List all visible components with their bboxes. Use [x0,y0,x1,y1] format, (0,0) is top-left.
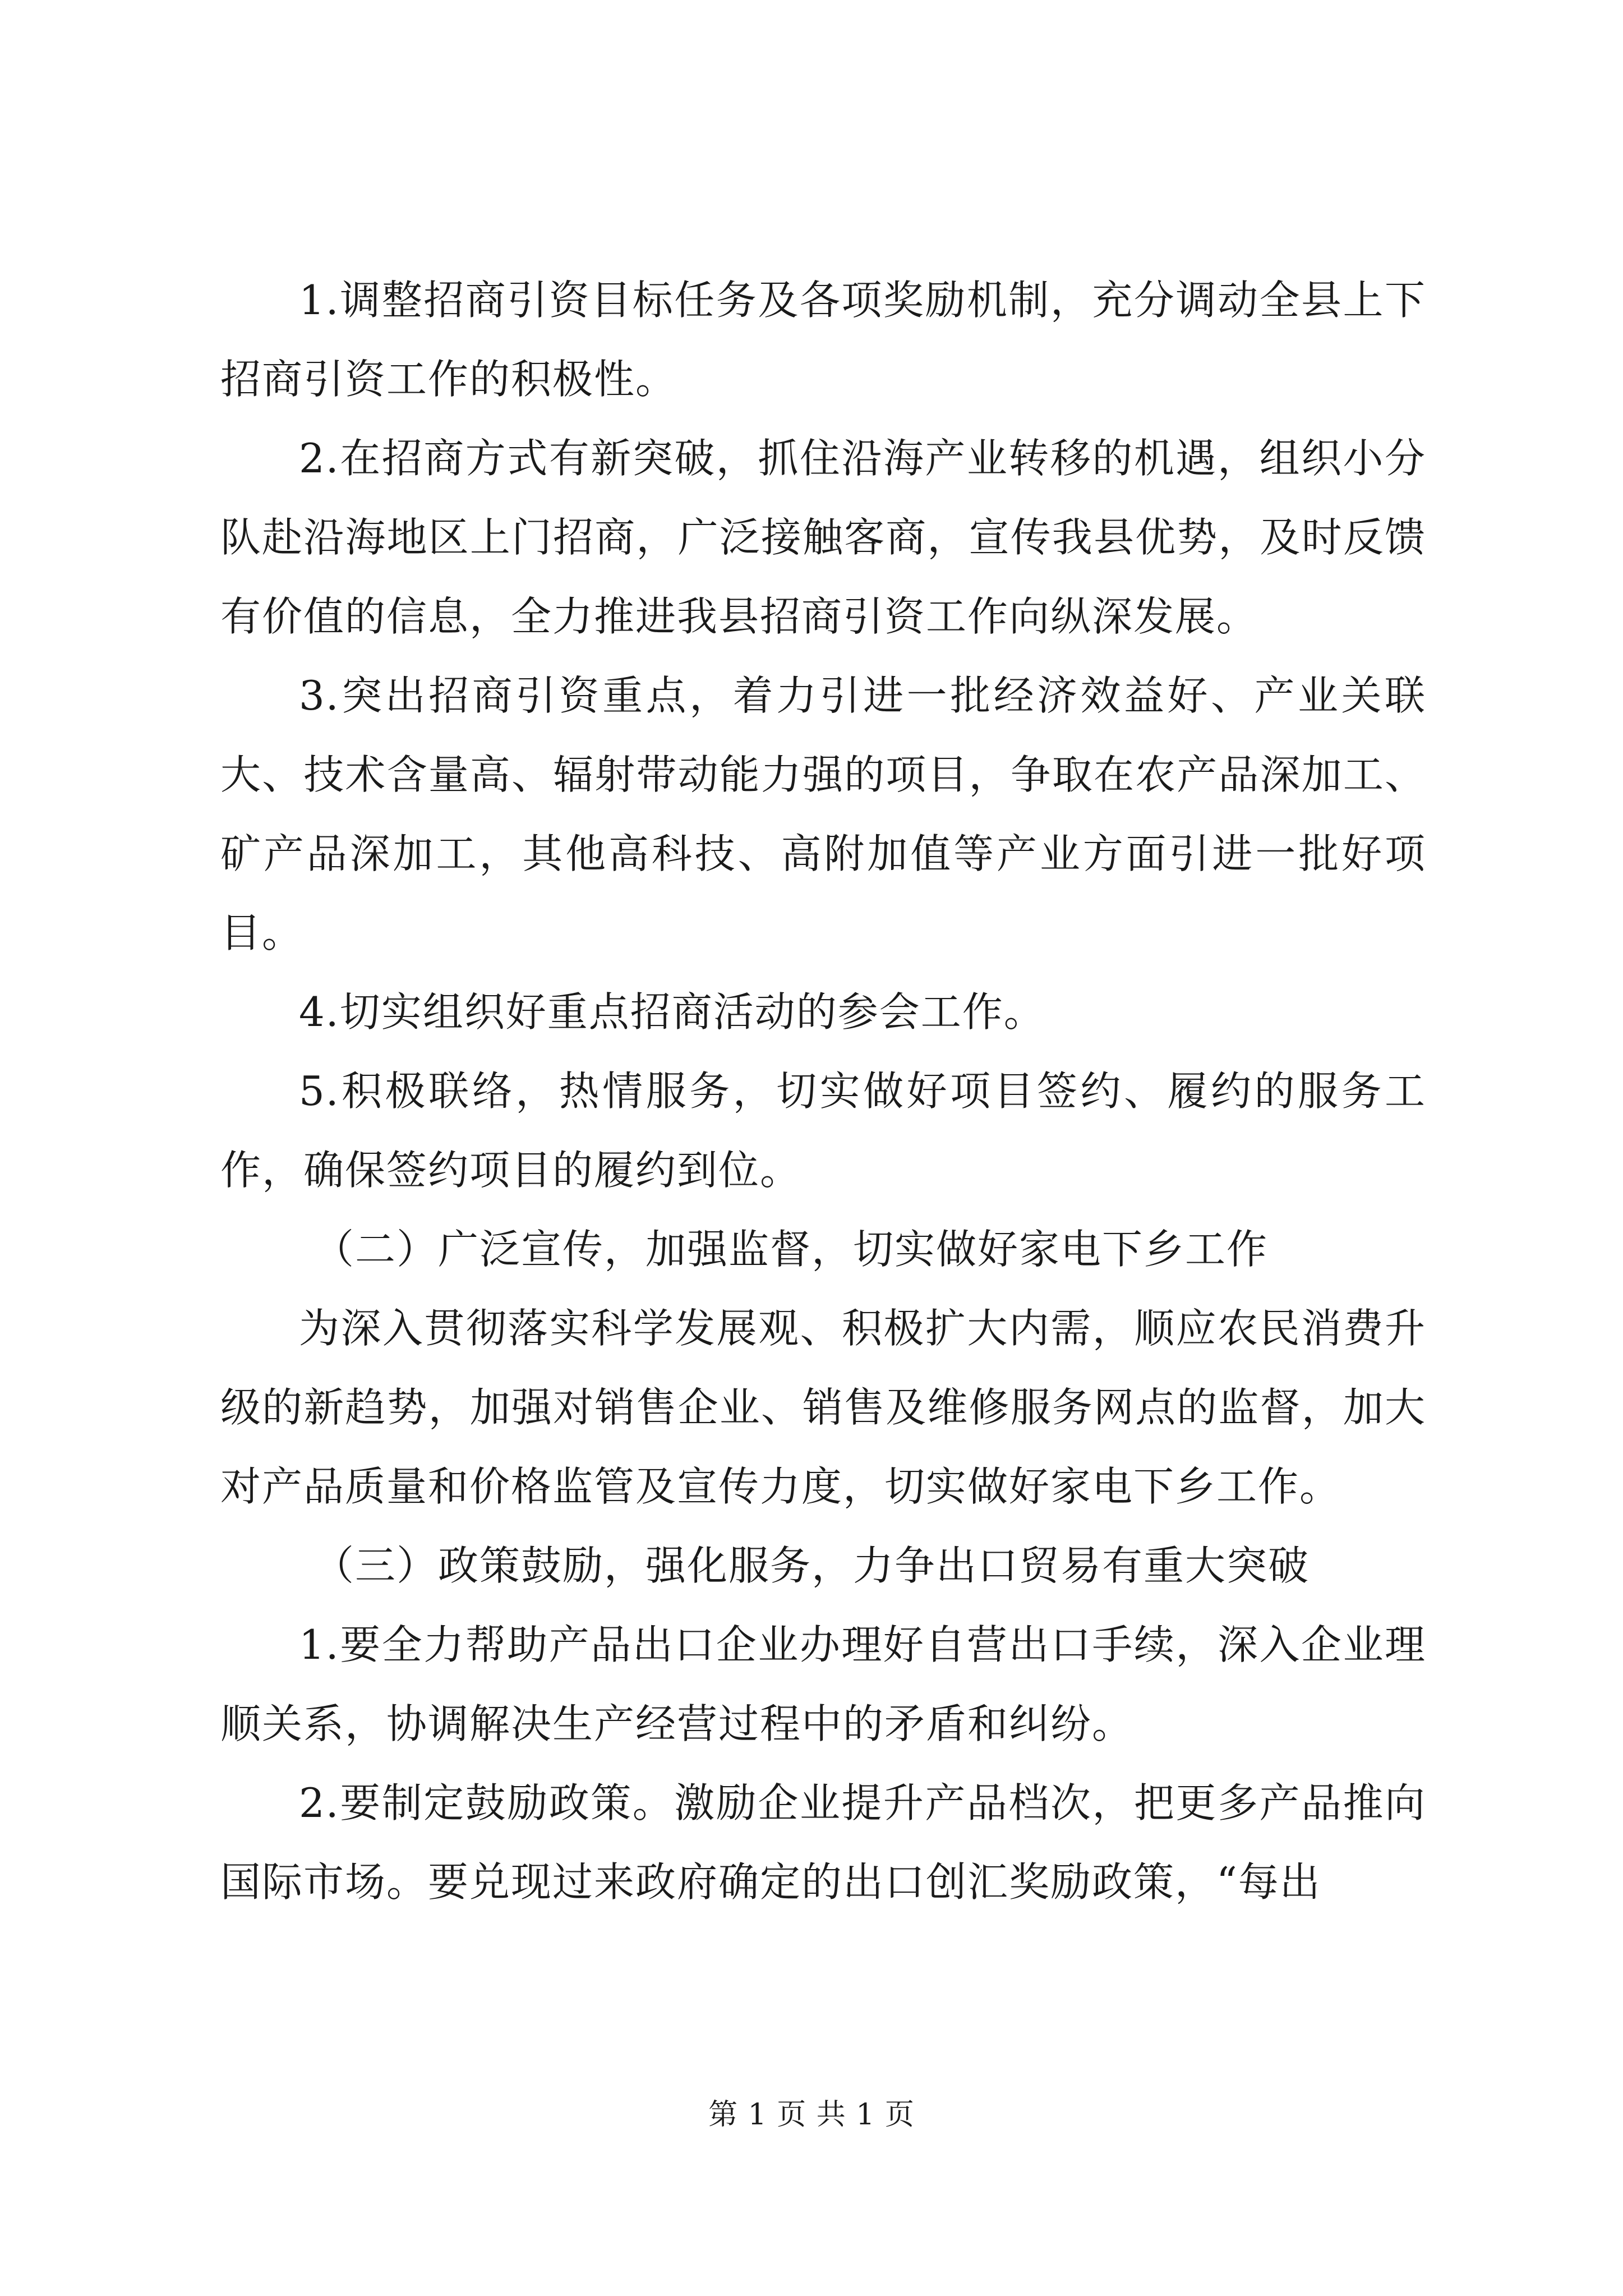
paragraph-export-2: 2.要制定鼓励政策。激励企业提升产品档次，把更多产品推向国际市场。要兑现过来政府确定的出口创汇奖励政策，“每出 [220,1779,1426,1906]
paragraph-export-1: 1.要全力帮助产品出口企业办理好自营出口手续，深入企业理顺关系，协调解决生产经营过程中的矛盾和纠纷。 [220,1621,1426,1747]
paragraph-item-2: 2.在招商方式有新突破，抓住沿海产业转移的机遇，组织小分队赴沿海地区上门招商，广泛接触客商，宣传我县优势，及时反馈有价值的信息，全力推进我县招商引资工作向纵深发展。 [220,435,1426,640]
document-body [220,261,1426,1922]
paragraph-item-4: 4.切实组织好重点招商活动的参会工作。 [299,988,1045,1036]
paragraph-item-3: 3.突出招商引资重点，着力引进一批经济效益好、产业关联大、技术含量高、辐射带动能力强的项目，争取在农产品深加工、矿产品深加工，其他高科技、高附加值等产业方面引进一批好项目。 [220,672,1426,956]
section-heading-3: （三）政策鼓励，强化服务，力争出口贸易有重大突破 [313,1542,1310,1589]
section-heading-2: （二）广泛宣传，加强监督，切实做好家电下乡工作 [313,1226,1269,1273]
page-footer: 第 1 页 共 1 页 [708,2098,915,2132]
paragraph-home-appliances: 为深入贯彻落实科学发展观、积极扩大内需，顺应农民消费升级的新趋势，加强对销售企业、销售及维修服务网点的监督，加大对产品质量和价格监管及宣传力度，切实做好家电下乡工作。 [220,1305,1426,1510]
paragraph-item-5: 5.积极联络，热情服务，切实做好项目签约、履约的服务工作，确保签约项目的履约到位。 [220,1068,1426,1194]
paragraph-item-1: 1.调整招商引资目标任务及各项奖励机制，充分调动全县上下招商引资工作的积极性。 [220,277,1426,403]
